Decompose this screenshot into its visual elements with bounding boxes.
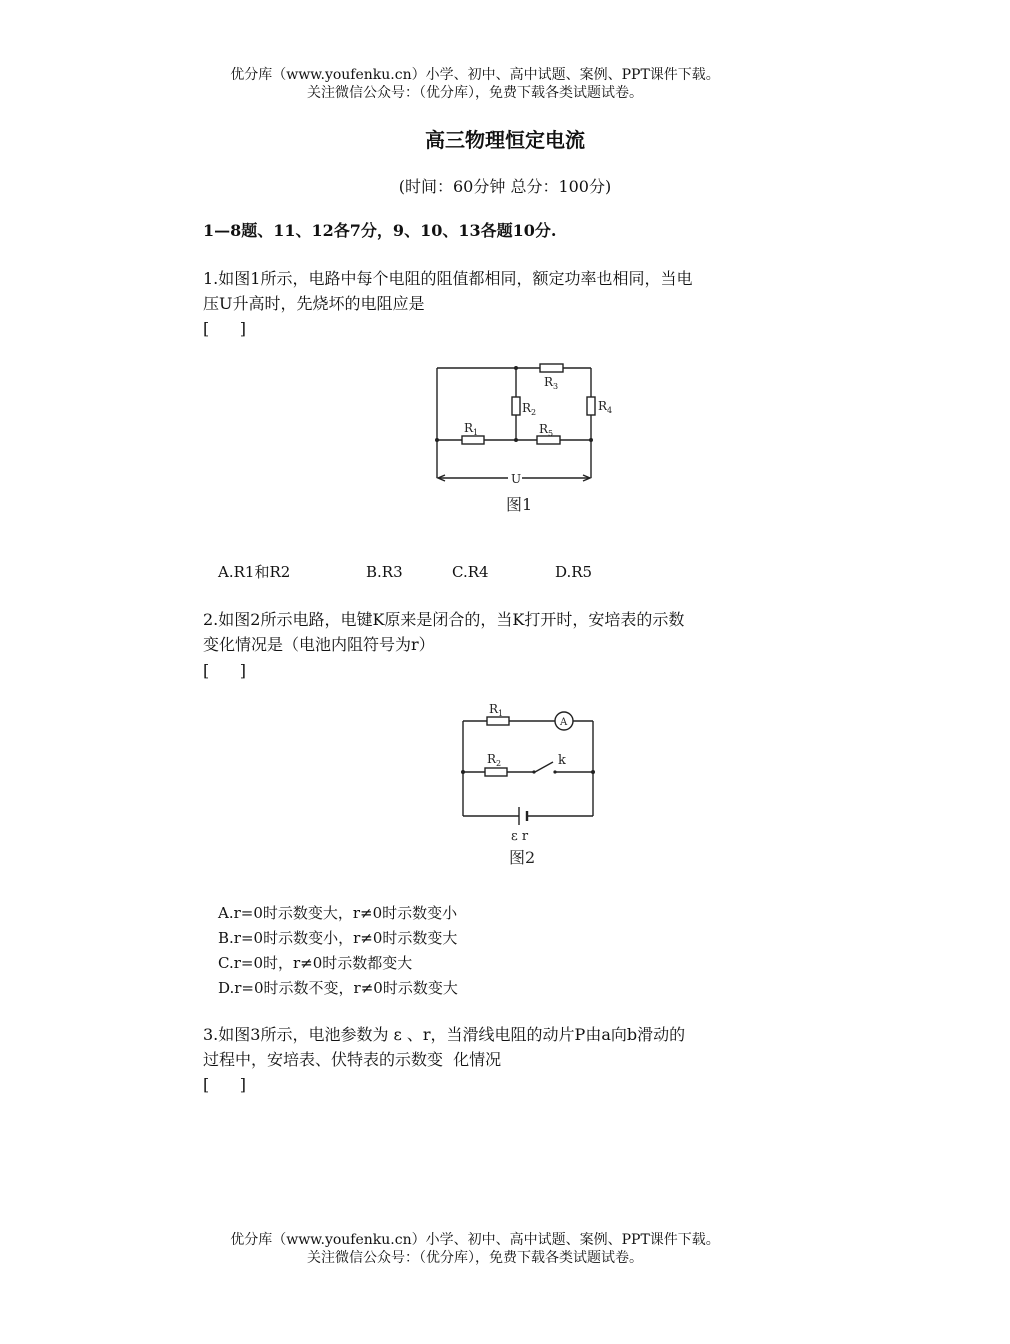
ammeter-label: A [560, 717, 568, 728]
q3-text-line-1: 3.如图3所示，电池参数为 ε 、r，当滑线电阻的动片P由a向b滑动的 [203, 1025, 686, 1044]
label-r2: $R_2$ [487, 752, 502, 768]
resistor-r1 [462, 436, 484, 444]
q1-option-b: B.R3 [366, 563, 403, 581]
q3-answer-bracket: [ ] [203, 1075, 246, 1094]
q1-answer-bracket: [ ] [203, 319, 246, 338]
q1-text-line-1: 1.如图1所示，电路中每个电阻的阻值都相同，额定功率也相同，当电 [203, 269, 693, 288]
label-r4: $R_4$ [598, 399, 613, 415]
q2-option-c: C.r=0时，r≠0时示数都变大 [218, 954, 413, 972]
label-r1: $R_1$ [489, 702, 504, 718]
header-line-2: 关注微信公众号：（优分库），免费下载各类试题试卷。 [307, 85, 643, 101]
q1-text-line-2: 压U升高时，先烧坏的电阻应是 [203, 294, 425, 313]
q1-option-d: D.R5 [555, 563, 593, 581]
label-r5: $R_5$ [539, 422, 554, 438]
page-title: 高三物理恒定电流 [425, 128, 585, 152]
label-r3: $R_3$ [544, 375, 559, 391]
resistor-r3 [540, 364, 563, 372]
label-emf-r: ε r [511, 829, 529, 844]
footer-line-2: 关注微信公众号：（优分库），免费下载各类试题试卷。 [307, 1250, 643, 1266]
q2-answer-bracket: [ ] [203, 661, 246, 680]
figure-1-caption: 图1 [506, 495, 533, 514]
q2-text-line-2: 变化情况是（电池内阻符号为r） [203, 635, 435, 654]
label-u: U [511, 472, 522, 486]
label-r2: $R_2$ [522, 401, 537, 417]
q3-text-line-2: 过程中，安培表、伏特表的示数变 化情况 [203, 1050, 502, 1069]
q2-option-a: A.r=0时示数变大，r≠0时示数变小 [218, 904, 458, 922]
scoring-note: 1—8题、11、12各7分，9、10、13各题10分. [203, 221, 557, 240]
resistor-r1 [487, 717, 509, 725]
exam-time-info: (时间：60分钟 总分：100分) [398, 177, 612, 196]
q2-text-line-1: 2.如图2所示电路，电键K原来是闭合的，当K打开时，安培表的示数 [203, 610, 685, 629]
figure-1-circuit [420, 355, 613, 520]
figure-2-caption: 图2 [509, 848, 536, 867]
resistor-r2 [512, 397, 520, 415]
q2-option-d: D.r=0时示数不变，r≠0时示数变大 [218, 979, 458, 997]
resistor-r2 [485, 768, 507, 776]
resistor-r4 [587, 397, 595, 415]
label-r1: $R_1$ [464, 421, 479, 437]
header-line-1: 优分库（www.youfenku.cn）小学、初中、高中试题、案例、PPT课件下载。 [230, 67, 720, 83]
switch-k [535, 762, 553, 772]
q1-option-a: A.R1和R2 [218, 563, 291, 581]
label-k: k [558, 753, 566, 768]
figure-2-circuit [455, 695, 605, 870]
q1-option-c: C.R4 [452, 563, 489, 581]
q2-option-b: B.r=0时示数变小，r≠0时示数变大 [218, 929, 458, 947]
footer-line-1: 优分库（www.youfenku.cn）小学、初中、高中试题、案例、PPT课件下载。 [230, 1232, 720, 1248]
